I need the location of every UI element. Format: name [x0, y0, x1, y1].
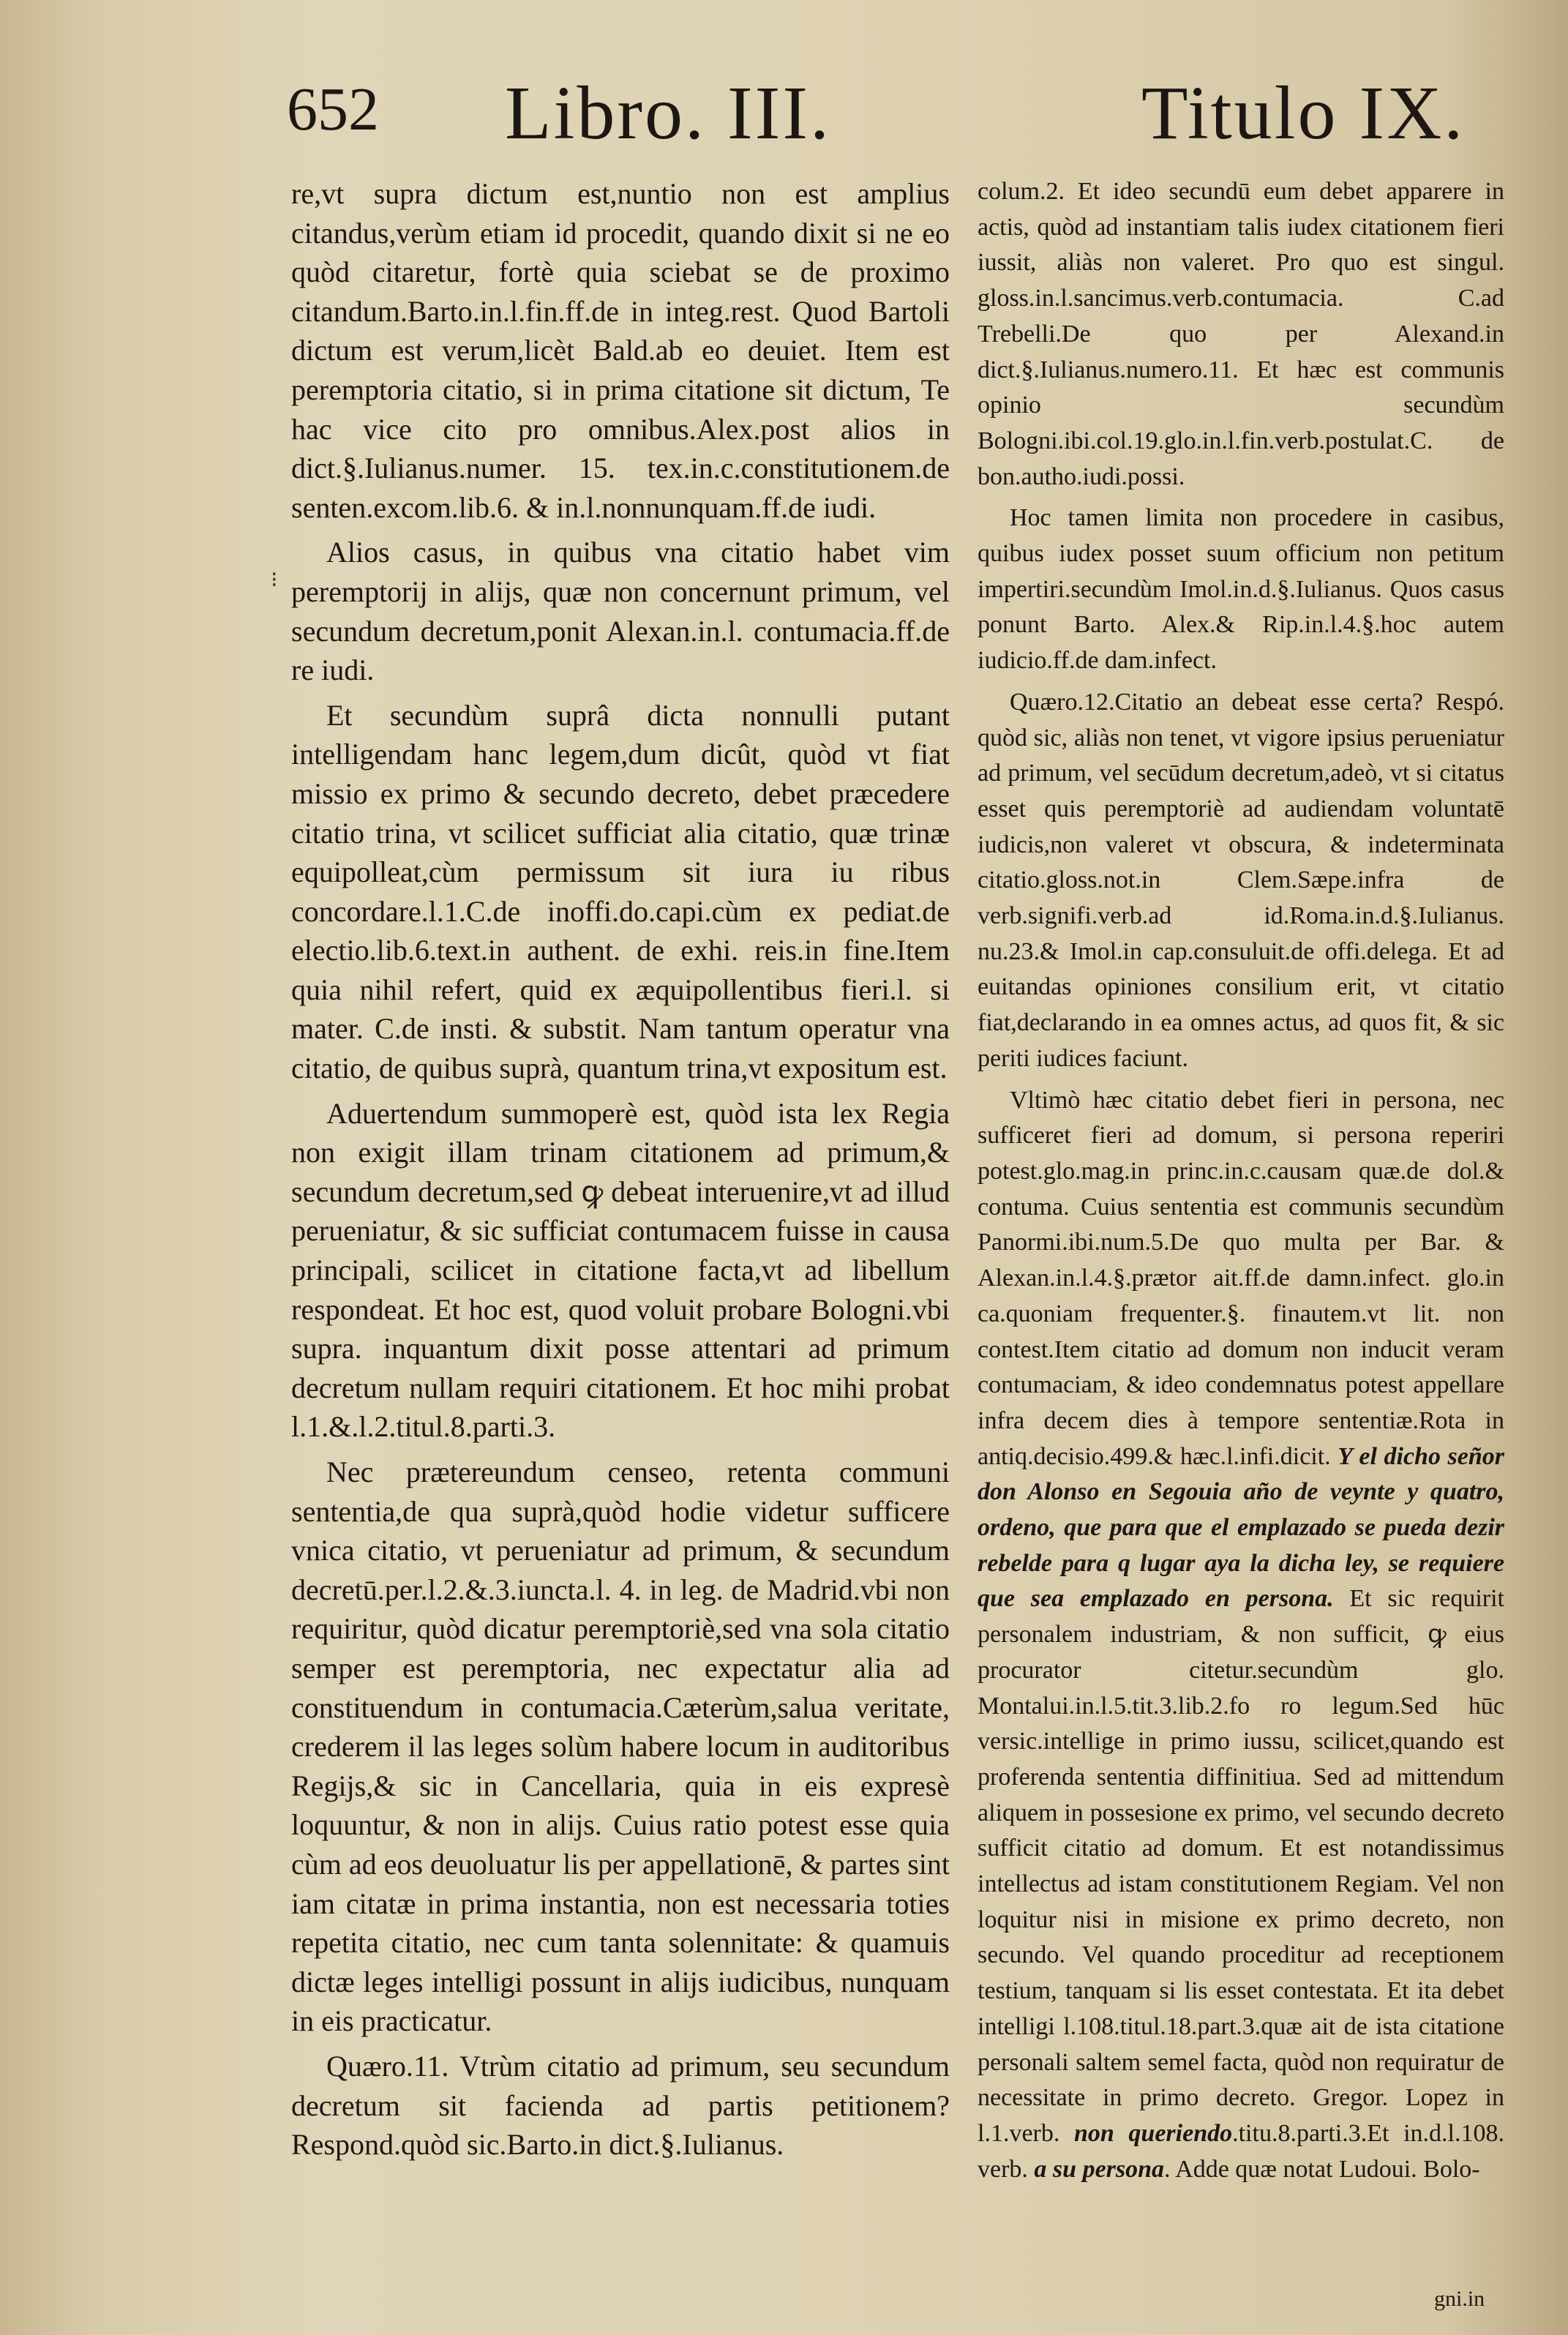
running-header: [0, 70, 1568, 165]
left-paragraph-1: re,vt supra dictum est,nuntio non est amplius citandus,verùm etiam id procedit, quando dixit si ne eo quòd citaretur, fortè quia sciebat se de proximo citandum.Barto.in.l.fin.ff.de in integ.rest. Quod Bartoli dictum est verum,licèt Bald.ab eo deuiet. Item est peremptoria citatio, si in prima citatione sit dictum, Te hac vice cito pro omnibus.Alex.post alios in dict.§.Iulianus.numer. 15. tex.in.c.constitutionem.de senten.excom.lib.6. & in.l.nonnunquam.ff.de iudi.: [291, 177, 950, 524]
book-heading: Libro. III.: [505, 71, 831, 155]
right-paragraph-4-part-a: Vltimò hæc citatio debet fieri in persona, nec sufficeret fieri ad domum, si persona reperiri potest.glo.mag.in princ.in.c.causam quæ.de dol.& contuma. Cuius sententia est communis secundùm Panormi.ibi.num.5.De quo multa per Bar. & Alexan.in.l.4.§.prætor ait.ff.de damn.infect. glo.in ca.quoniam frequenter.§. finautem.vt lit. non contest.Item citatio ad domum non inducit veram contumaciam, & ideo condemnatus potest appellare infra decem dies à tempore sententiæ.Rota in antiq.decisio.499.& hæc.l.infi.dicit.: [978, 1086, 1504, 1470]
right-paragraph-4-part-c: .titu.8.parti.3.Et in.d.l.108. verb.: [978, 2119, 1504, 2183]
right-paragraph-3: Quæro.12.Citatio an debeat esse certa? Respó. quòd sic, aliàs non tenet, vt vigore ipsius perueniatur ad primum, vel secūdum decretum,adeò, vt si citatus esset quis peremptoriè ad audiendam voluntatē iudicis,non valeret vt obscura, & indeterminata citatio.gloss.not.in Clem.Sæpe.infra de verb.signifi.verb.ad id.Roma.in.d.§.Iulianus. nu.23.& Imol.in cap.consuluit.de offi.delega. Et ad euitandas opiniones consilium erit, vt citatio fiat,declarando in ea omnes actus, ad quos fit, & sic periti iudices faciunt.: [978, 688, 1504, 1072]
page-number: 652: [287, 75, 379, 143]
left-paragraph-6: Quæro.11. Vtrùm citatio ad primum, seu secundum decretum sit facienda ad partis petitionem?Respond.quòd sic.Barto.in dict.§.Iulianus.: [291, 2049, 950, 2162]
left-paragraph-2: Alios casus, in quibus vna citatio habet vim peremptorij in alijs, quæ non concernunt primum, vel secundum decretum,ponit Alexan.in.l. contumacia.ff.de re iudi.: [291, 536, 950, 687]
right-column: [978, 174, 1504, 2193]
spanish-law-quote: Y el dicho señor don Alonso en Segouia año de veynte y quatro, ordeno, que para que el emplazado se pueda dezir rebelde para q lugar aya la dicha ley, se requiere que sea emplazado en persona.: [978, 1442, 1504, 1613]
left-paragraph-3: Et secundùm suprâ dicta nonnulli putant intelligendam hanc legem,dum dicût, quòd vt fiat missio ex primo & secundo decreto, debet præcedere citatio trina, vt scilicet sufficiat alia citatio, quæ trinæ equipolleat,cùm permissum sit iura iu ribus concordare.l.1.C.de inoffi.do.capi.cùm ex pediat.de electio.lib.6.text.in authent. de exhi. reis.in fine.Item quia nihil refert, quid ex æquipollentibus fieri.l. si mater. C.de insti. & substit. Nam tantum operatur vna citatio, de quibus suprà, quantum trina,vt expositum est.: [291, 698, 950, 1085]
right-paragraph-4-part-b: Et sic requirit personalem industriam, & non sufficit, ꝙ eius procurator citetur.secundùm glo. Montalui.in.l.5.tit.3.lib.2.fo ro legum.Sed hūc versic.intellige in primo iussu, scilicet,quando est proferenda sententia diffinitiua. Sed ad mittendum aliquem in possesione ex primo, vel secundo decreto sufficit citatio ad domum. Et est notandissimus intellectus ad istam constitutionem Regiam. Vel non loquitur nisi in misione ex primo decreto, non secundo. Vel quando proceditur ad receptionem testium, tanquam si lis esset contestata. Et ita debet intelligi l.108.titul.18.part.3.quæ ait de ista citatione personali saltem semel facta, quòd non requiratur de necessitate in primo decreto. Gregor. Lopez in l.1.verb.: [978, 1585, 1505, 2147]
italic-term-2: a su persona: [1034, 2155, 1165, 2183]
margin-mark: ⁝: [271, 568, 278, 592]
right-paragraph-1: colum.2. Et ideo secundū eum debet apparere in actis, quòd ad instantiam talis iudex citationem fieri iussit, aliàs non valeret. Pro quo est singul. gloss.in.l.sancimus.verb.contumacia. C.ad Trebelli.De quo per Alexand.in dict.§.Iulianus.numero.11. Et hæc est communis opinio secundùm Bologni.ibi.col.19.glo.in.l.fin.verb.postulat.C. de bon.autho.iudi.possi.: [978, 178, 1504, 490]
italic-term-1: non queriendo: [1073, 2119, 1233, 2147]
catchword: gni.in: [1434, 2287, 1485, 2311]
right-paragraph-4: [978, 1083, 1504, 2188]
right-paragraph-4-part-d: . Adde quæ notat Ludoui. Bolo-: [1164, 2155, 1480, 2183]
left-paragraph-4: Aduertendum summoperè est, quòd ista lex Regia non exigit illam trinam citationem ad primum,& secundum decretum,sed ꝙ debeat interuenire,vt ad illud perueniatur, & sic sufficiat contumacem fuisse in causa principali, scilicet in citatione facta,vt ad libellum respondeat. Et hoc est, quod voluit probare Bologni.vbi supra. inquantum dixit posse attentari ad primum decretum nullam requiri citationem. Et hoc mihi probat l.1.&.l.2.titul.8.parti.3.: [291, 1096, 950, 1444]
left-column: [291, 174, 950, 2170]
title-heading: Titulo IX.: [1141, 71, 1466, 155]
left-paragraph-5: Nec prætereundum censeo, retenta communi sententia,de qua suprà,quòd hodie videtur sufficere vnica citatio, vt perueniatur ad primum, & secundum decretū.per.l.2.&.3.iuncta.l. 4. in leg. de Madrid.vbi non requiritur, quòd dicatur peremptoriè,sed vna sola citatio semper est peremptoria, nec expectatur alia ad constituendum in contumacia.Cæterùm,salua veritate, crederem il las leges solùm habere locum in auditoribus Regijs,& sic in Cancellaria, quia in eis expresè loquuntur, & non in alijs. Cuius ratio potest esse quia cùm ad eos deuoluatur lis per appellationē, & partes sint iam citatæ in prima instantia, non est necessaria toties repetita citatio, nec cum tanta solennitate: & quamuis dictæ leges intelligi possunt in alijs iudicibus, nunquam in eis practicatur.: [291, 1455, 950, 2038]
right-paragraph-2: Hoc tamen limita non procedere in casibus, quibus iudex posset suum officium non petitum impertiri.secundùm Imol.in.d.§.Iulianus. Quos casus ponunt Barto. Alex.& Rip.in.l.4.§.hoc autem iudicio.ff.de dam.infect.: [978, 504, 1504, 675]
